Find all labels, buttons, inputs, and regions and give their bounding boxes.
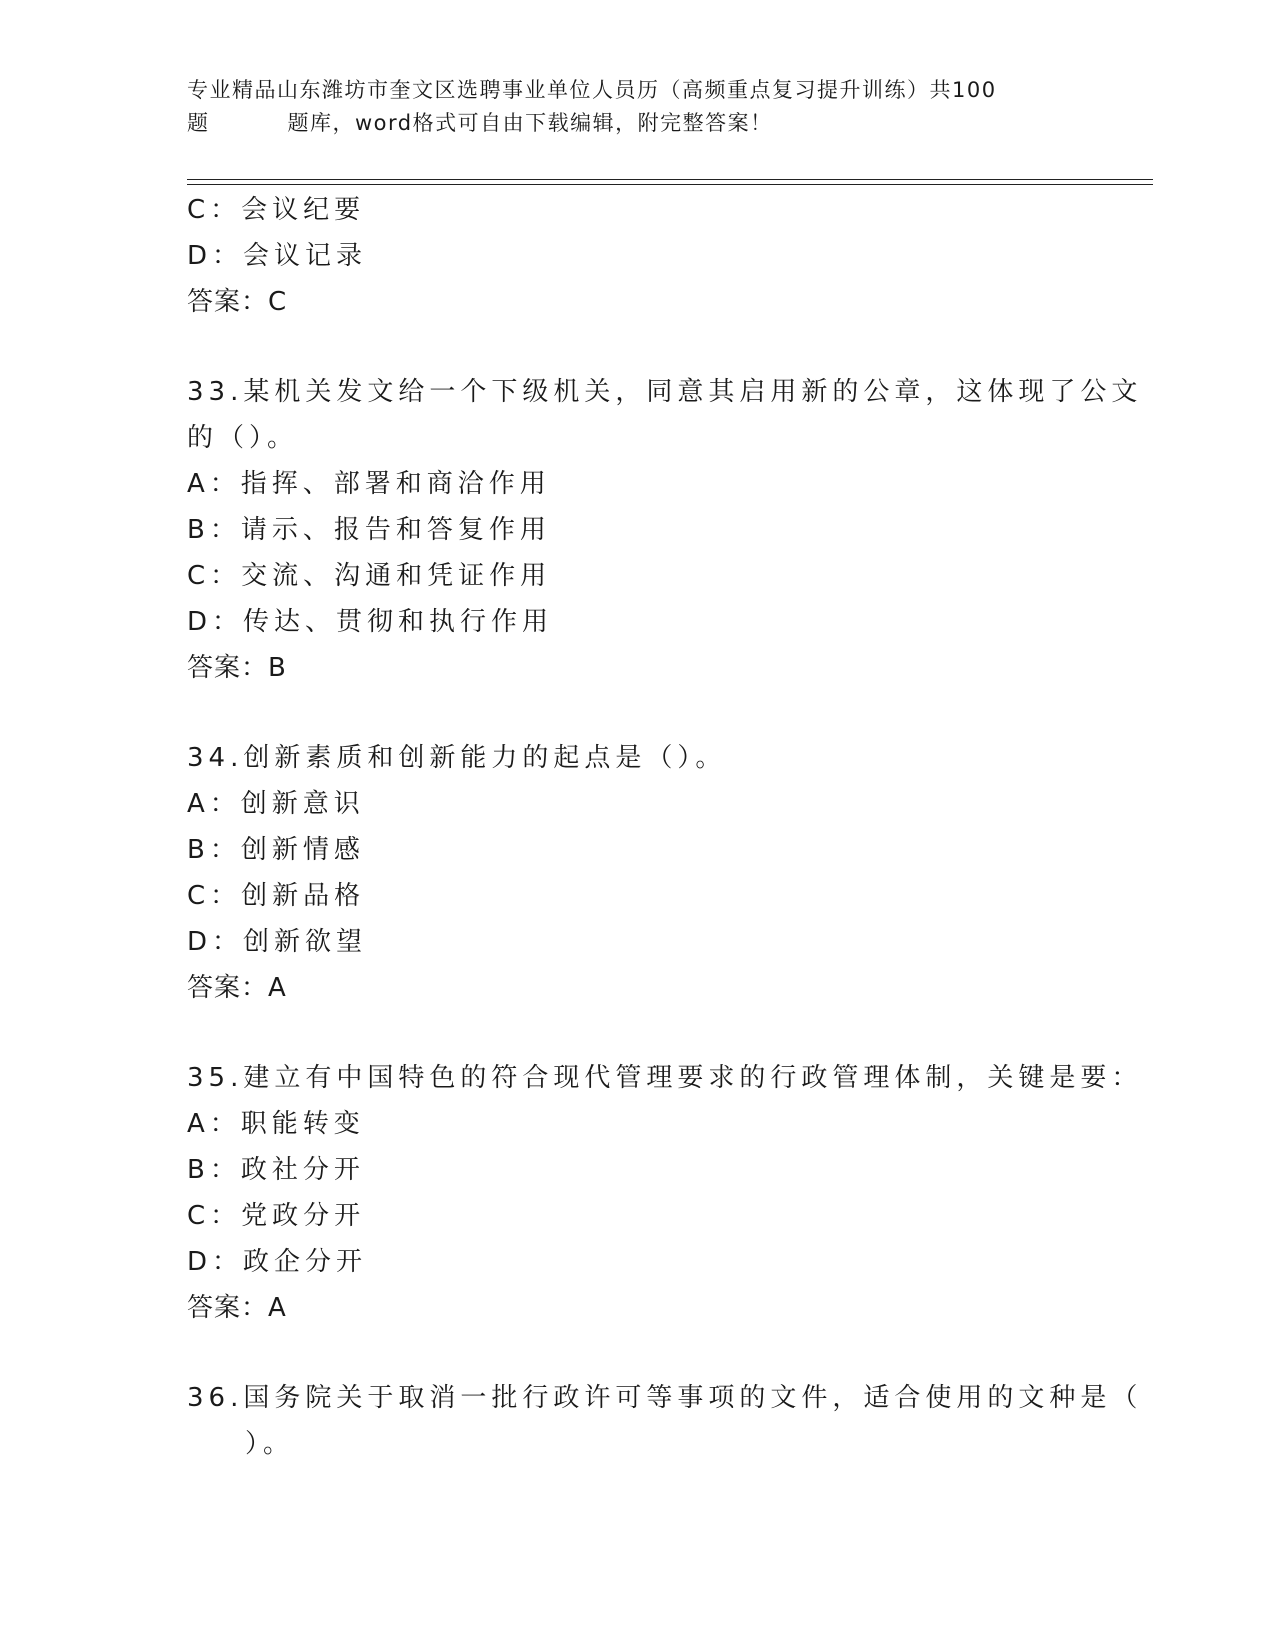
- spacer: [187, 1011, 1087, 1055]
- answer-line: 答案：B: [187, 653, 287, 683]
- question-35: [187, 1055, 1143, 1331]
- option-c: C：创新品格: [187, 881, 366, 911]
- option-d: D：会议记录: [187, 241, 368, 271]
- spacer: [187, 325, 1087, 369]
- option-d: D：传达、贯彻和执行作用: [187, 607, 554, 637]
- page-header: [187, 74, 1087, 140]
- answer-line: 答案：A: [187, 1293, 287, 1323]
- header-line-2-head: 题: [187, 111, 210, 135]
- question-34: [187, 735, 1087, 1011]
- question-stem: 35.建立有中国特色的符合现代管理要求的行政管理体制，关键是要：: [187, 1063, 1143, 1093]
- question-36: [187, 1375, 1143, 1467]
- option-d: D：创新欲望: [187, 927, 368, 957]
- header-divider-bottom: [187, 184, 1153, 185]
- header-line-1: 专业精品山东潍坊市奎文区选聘事业单位人员历（高频重点复习提升训练）共100: [187, 78, 997, 102]
- question-stem-continued: ）。: [245, 1429, 295, 1459]
- option-b: B：请示、报告和答复作用: [187, 515, 551, 545]
- option-a: A：指挥、部署和商洽作用: [187, 469, 551, 499]
- answer-line: 答案：C: [187, 287, 288, 317]
- question-33: [187, 369, 1143, 691]
- option-a: A：职能转变: [187, 1109, 365, 1139]
- spacer: [187, 1331, 1087, 1375]
- option-c: C：会议纪要: [187, 195, 366, 225]
- option-b: B：创新情感: [187, 835, 365, 865]
- header-divider-top: [187, 179, 1153, 180]
- spacer: [187, 691, 1087, 735]
- option-b: B：政社分开: [187, 1155, 365, 1185]
- option-c: C：党政分开: [187, 1201, 366, 1231]
- header-line-2-tail: 题库，word格式可自由下载编辑，附完整答案！: [287, 111, 773, 135]
- option-d: D：政企分开: [187, 1247, 368, 1277]
- question-stem: 36.国务院关于取消一批行政许可等事项的文件，适合使用的文种是（: [187, 1383, 1143, 1413]
- option-a: A：创新意识: [187, 789, 365, 819]
- question-stem: 33.某机关发文给一个下级机关，同意其启用新的公章，这体现了公文: [187, 377, 1143, 407]
- header-line-2: [187, 107, 1087, 140]
- question-list: [187, 187, 1143, 1467]
- answer-line: 答案：A: [187, 973, 287, 1003]
- question-stem-continued: 的（）。: [187, 423, 299, 453]
- option-c: C：交流、沟通和凭证作用: [187, 561, 552, 591]
- question-32-tail: [187, 187, 1087, 325]
- question-stem: 34.创新素质和创新能力的起点是（）。: [187, 743, 727, 773]
